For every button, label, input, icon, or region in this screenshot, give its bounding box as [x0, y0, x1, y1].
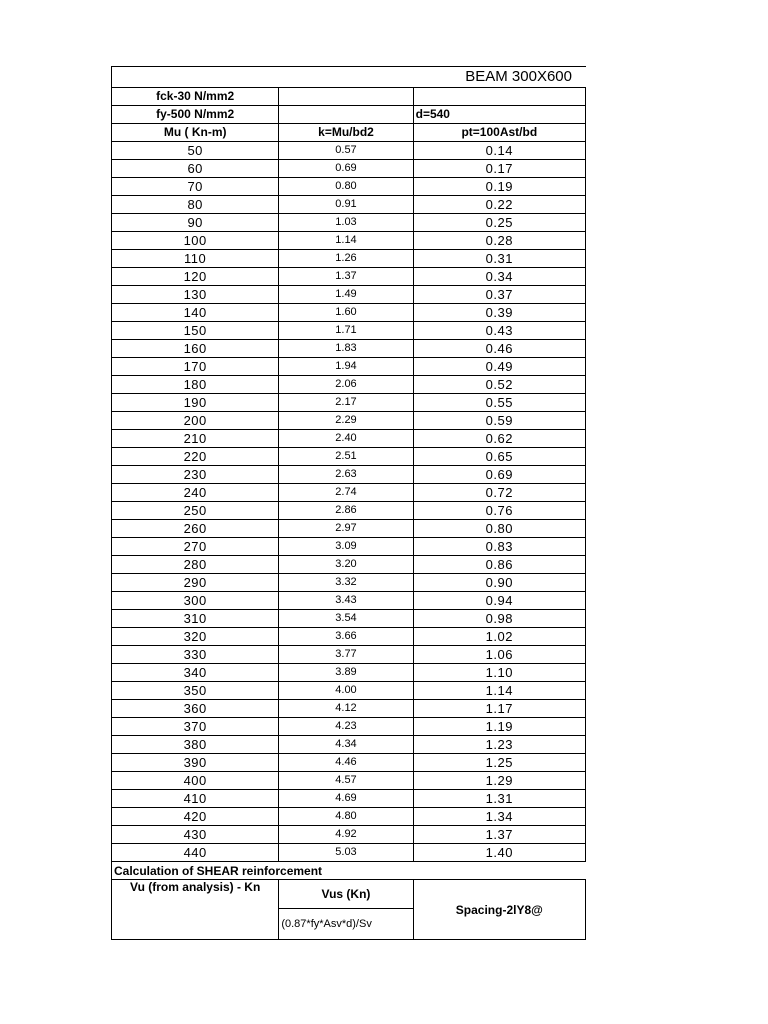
table-row	[112, 556, 586, 574]
pt-cell: 0.83	[413, 538, 585, 556]
mu-cell: 160	[112, 340, 279, 358]
pt-cell: 0.55	[413, 394, 585, 412]
table-row	[112, 646, 586, 664]
pt-cell: 1.29	[413, 772, 585, 790]
table-row	[112, 754, 586, 772]
pt-cell: 0.43	[413, 322, 585, 340]
table-row	[112, 664, 586, 682]
mu-cell: 270	[112, 538, 279, 556]
table-row	[112, 160, 586, 178]
mu-cell: 280	[112, 556, 279, 574]
k-cell: 1.03	[279, 214, 413, 232]
title-row	[111, 66, 586, 87]
mu-cell: 290	[112, 574, 279, 592]
mu-cell: 100	[112, 232, 279, 250]
table-row	[112, 718, 586, 736]
mu-cell: 340	[112, 664, 279, 682]
pt-cell: 0.39	[413, 304, 585, 322]
pt-cell: 0.65	[413, 448, 585, 466]
k-cell: 2.29	[279, 412, 413, 430]
k-cell: 0.91	[279, 196, 413, 214]
k-cell: 4.34	[279, 736, 413, 754]
shear-table	[111, 862, 586, 940]
pt-cell: 0.14	[413, 142, 585, 160]
table-row	[112, 628, 586, 646]
table-row	[112, 736, 586, 754]
table-row	[112, 826, 586, 844]
pt-cell: 0.49	[413, 358, 585, 376]
table-row	[112, 502, 586, 520]
k-cell: 4.12	[279, 700, 413, 718]
k-cell: 4.23	[279, 718, 413, 736]
mu-cell: 150	[112, 322, 279, 340]
pt-cell: 1.25	[413, 754, 585, 772]
pt-cell: 0.19	[413, 178, 585, 196]
mu-cell: 370	[112, 718, 279, 736]
mu-cell: 440	[112, 844, 279, 862]
k-cell: 4.57	[279, 772, 413, 790]
mu-cell: 120	[112, 268, 279, 286]
table-row	[112, 394, 586, 412]
table-row	[112, 286, 586, 304]
k-cell: 1.71	[279, 322, 413, 340]
mu-cell: 230	[112, 466, 279, 484]
table-row	[112, 376, 586, 394]
table-row	[112, 466, 586, 484]
k-cell: 3.20	[279, 556, 413, 574]
k-cell: 4.69	[279, 790, 413, 808]
pt-cell: 0.86	[413, 556, 585, 574]
k-cell: 1.60	[279, 304, 413, 322]
table-row	[112, 574, 586, 592]
mu-cell: 140	[112, 304, 279, 322]
beam-design-sheet	[111, 66, 586, 940]
k-cell: 3.43	[279, 592, 413, 610]
table-row	[112, 304, 586, 322]
k-cell: 2.51	[279, 448, 413, 466]
pt-cell: 0.22	[413, 196, 585, 214]
empty-cell	[279, 106, 413, 124]
mu-cell: 210	[112, 430, 279, 448]
mu-cell: 110	[112, 250, 279, 268]
k-cell: 4.46	[279, 754, 413, 772]
mu-cell: 170	[112, 358, 279, 376]
table-row	[112, 214, 586, 232]
pt-cell: 0.34	[413, 268, 585, 286]
mu-cell: 70	[112, 178, 279, 196]
mu-cell: 240	[112, 484, 279, 502]
pt-cell: 0.37	[413, 286, 585, 304]
k-cell: 3.32	[279, 574, 413, 592]
k-cell: 2.40	[279, 430, 413, 448]
vus-formula: (0.87*fy*Asv*d)/Sv	[279, 909, 413, 940]
table-row	[112, 142, 586, 160]
mu-cell: 130	[112, 286, 279, 304]
pt-cell: 1.14	[413, 682, 585, 700]
mu-cell: 190	[112, 394, 279, 412]
table-row	[112, 772, 586, 790]
mu-cell: 430	[112, 826, 279, 844]
design-table	[111, 87, 586, 862]
k-cell: 2.17	[279, 394, 413, 412]
header-k: k=Mu/bd2	[279, 124, 413, 142]
k-cell: 1.83	[279, 340, 413, 358]
table-row	[112, 448, 586, 466]
shear-header-row	[112, 880, 586, 909]
mu-cell: 330	[112, 646, 279, 664]
table-row	[112, 178, 586, 196]
d-cell: d=540	[413, 106, 585, 124]
mu-cell: 380	[112, 736, 279, 754]
table-row	[112, 700, 586, 718]
header-mu: Mu ( Kn-m)	[112, 124, 279, 142]
k-cell: 2.86	[279, 502, 413, 520]
pt-cell: 1.06	[413, 646, 585, 664]
pt-cell: 0.90	[413, 574, 585, 592]
mu-cell: 310	[112, 610, 279, 628]
pt-cell: 0.98	[413, 610, 585, 628]
vus-label: Vus (Kn)	[279, 880, 413, 909]
k-cell: 0.69	[279, 160, 413, 178]
k-cell: 1.94	[279, 358, 413, 376]
pt-cell: 0.94	[413, 592, 585, 610]
mu-cell: 80	[112, 196, 279, 214]
k-cell: 0.57	[279, 142, 413, 160]
k-cell: 5.03	[279, 844, 413, 862]
mu-cell: 180	[112, 376, 279, 394]
fck-cell: fck-30 N/mm2	[112, 88, 279, 106]
table-row	[112, 430, 586, 448]
table-row	[112, 844, 586, 862]
k-cell: 2.97	[279, 520, 413, 538]
param-row-fck	[112, 88, 586, 106]
table-row	[112, 790, 586, 808]
mu-cell: 260	[112, 520, 279, 538]
k-cell: 3.54	[279, 610, 413, 628]
header-row	[112, 124, 586, 142]
pt-cell: 0.80	[413, 520, 585, 538]
vu-label: Vu (from analysis) - Kn	[112, 880, 279, 940]
pt-cell: 1.02	[413, 628, 585, 646]
table-row	[112, 358, 586, 376]
k-cell: 4.80	[279, 808, 413, 826]
pt-cell: 0.25	[413, 214, 585, 232]
table-row	[112, 484, 586, 502]
table-row	[112, 538, 586, 556]
table-row	[112, 682, 586, 700]
mu-cell: 350	[112, 682, 279, 700]
pt-cell: 0.62	[413, 430, 585, 448]
mu-cell: 220	[112, 448, 279, 466]
table-row	[112, 196, 586, 214]
empty-cell	[279, 88, 413, 106]
k-cell: 0.80	[279, 178, 413, 196]
mu-cell: 410	[112, 790, 279, 808]
k-cell: 3.66	[279, 628, 413, 646]
k-cell: 2.63	[279, 466, 413, 484]
param-row-fy	[112, 106, 586, 124]
k-cell: 3.89	[279, 664, 413, 682]
header-pt: pt=100Ast/bd	[413, 124, 585, 142]
pt-cell: 1.19	[413, 718, 585, 736]
pt-cell: 0.69	[413, 466, 585, 484]
pt-cell: 1.31	[413, 790, 585, 808]
table-row	[112, 610, 586, 628]
k-cell: 1.14	[279, 232, 413, 250]
pt-cell: 0.52	[413, 376, 585, 394]
pt-cell: 1.23	[413, 736, 585, 754]
k-cell: 2.74	[279, 484, 413, 502]
table-row	[112, 268, 586, 286]
shear-heading: Calculation of SHEAR reinforcement	[112, 862, 586, 880]
shear-heading-row	[112, 862, 586, 880]
table-row	[112, 232, 586, 250]
pt-cell: 0.59	[413, 412, 585, 430]
table-row	[112, 808, 586, 826]
table-row	[112, 520, 586, 538]
mu-cell: 420	[112, 808, 279, 826]
k-cell: 2.06	[279, 376, 413, 394]
k-cell: 1.26	[279, 250, 413, 268]
table-row	[112, 322, 586, 340]
pt-cell: 0.28	[413, 232, 585, 250]
mu-cell: 50	[112, 142, 279, 160]
mu-cell: 300	[112, 592, 279, 610]
table-row	[112, 340, 586, 358]
mu-cell: 200	[112, 412, 279, 430]
table-row	[112, 412, 586, 430]
mu-cell: 400	[112, 772, 279, 790]
k-cell: 1.37	[279, 268, 413, 286]
empty-cell	[413, 88, 585, 106]
mu-cell: 90	[112, 214, 279, 232]
k-cell: 1.49	[279, 286, 413, 304]
spacing-label: Spacing-2lY8@	[413, 880, 585, 940]
pt-cell: 1.34	[413, 808, 585, 826]
mu-cell: 320	[112, 628, 279, 646]
pt-cell: 1.40	[413, 844, 585, 862]
fy-cell: fy-500 N/mm2	[112, 106, 279, 124]
k-cell: 4.00	[279, 682, 413, 700]
sheet-title: BEAM 300X600	[465, 68, 572, 85]
pt-cell: 0.46	[413, 340, 585, 358]
table-row	[112, 592, 586, 610]
pt-cell: 0.31	[413, 250, 585, 268]
pt-cell: 1.17	[413, 700, 585, 718]
pt-cell: 0.72	[413, 484, 585, 502]
mu-cell: 250	[112, 502, 279, 520]
pt-cell: 0.17	[413, 160, 585, 178]
k-cell: 4.92	[279, 826, 413, 844]
k-cell: 3.09	[279, 538, 413, 556]
mu-cell: 60	[112, 160, 279, 178]
k-cell: 3.77	[279, 646, 413, 664]
design-table-body	[112, 88, 586, 862]
pt-cell: 0.76	[413, 502, 585, 520]
mu-cell: 390	[112, 754, 279, 772]
pt-cell: 1.37	[413, 826, 585, 844]
table-row	[112, 250, 586, 268]
mu-cell: 360	[112, 700, 279, 718]
pt-cell: 1.10	[413, 664, 585, 682]
